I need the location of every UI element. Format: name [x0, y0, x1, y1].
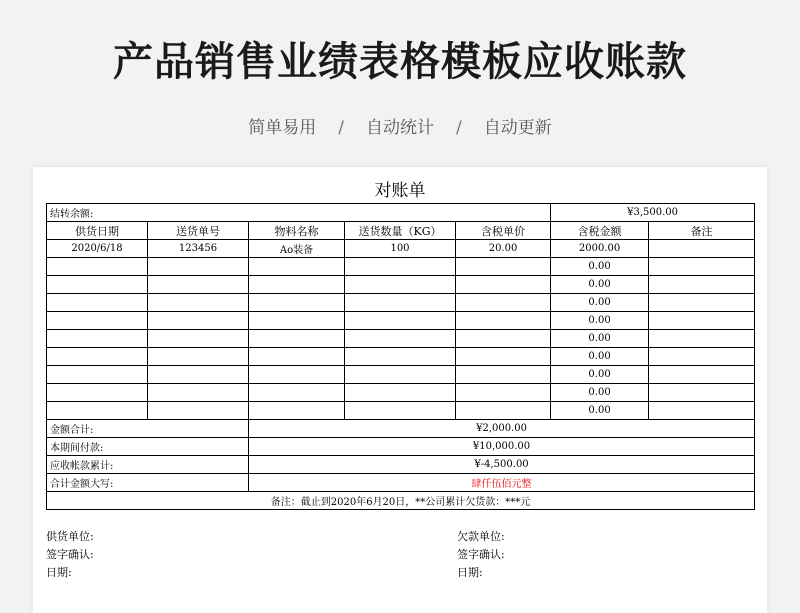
cell-order[interactable] [148, 348, 249, 366]
cell-order[interactable] [148, 276, 249, 294]
cell-date[interactable] [47, 312, 148, 330]
cell-price[interactable] [456, 258, 551, 276]
cell-date[interactable]: 2020/6/18 [47, 240, 148, 258]
col-header[interactable]: 含税单价 [456, 222, 551, 240]
cell-date[interactable] [47, 402, 148, 420]
col-header[interactable]: 含税金额 [551, 222, 649, 240]
cell-order[interactable] [148, 402, 249, 420]
cell-order[interactable]: 123456 [148, 240, 249, 258]
cell-qty[interactable] [345, 294, 456, 312]
cell-amount[interactable]: 0.00 [551, 276, 649, 294]
cell-note[interactable] [649, 384, 755, 402]
cell-price[interactable] [456, 366, 551, 384]
sheet-title: 对账单 [374, 181, 426, 201]
cell-qty[interactable] [345, 312, 456, 330]
cell-material[interactable] [249, 294, 345, 312]
sign-confirm-right: 签字确认: [457, 548, 505, 561]
cell-qty[interactable] [345, 258, 456, 276]
cell-price[interactable] [456, 384, 551, 402]
tag-separator: / [456, 118, 462, 138]
table-row [47, 402, 755, 420]
cell-price[interactable] [456, 402, 551, 420]
summary-row [47, 438, 755, 456]
table-row [47, 366, 755, 384]
cell-amount[interactable]: 0.00 [551, 312, 649, 330]
cell-amount[interactable]: 0.00 [551, 294, 649, 312]
summary-label[interactable]: 应收帐款累计: [47, 456, 249, 474]
table-header [47, 222, 755, 240]
cell-date[interactable] [47, 258, 148, 276]
cell-price[interactable]: 20.00 [456, 240, 551, 258]
tag-auto-stats: 自动统计 [366, 118, 434, 138]
cell-amount[interactable]: 2000.00 [551, 240, 649, 258]
cell-note[interactable] [649, 312, 755, 330]
cell-price[interactable] [456, 312, 551, 330]
cell-qty[interactable] [345, 276, 456, 294]
cell-order[interactable] [148, 312, 249, 330]
cell-note[interactable] [649, 330, 755, 348]
cell-material[interactable] [249, 330, 345, 348]
table-row [47, 330, 755, 348]
cell-date[interactable] [47, 294, 148, 312]
cell-note[interactable] [649, 348, 755, 366]
cell-date[interactable] [47, 348, 148, 366]
cell-qty[interactable] [345, 366, 456, 384]
cell-material[interactable] [249, 348, 345, 366]
summary-value[interactable]: ¥-4,500.00 [249, 456, 755, 474]
col-header[interactable]: 送货单号 [148, 222, 249, 240]
cell-amount[interactable]: 0.00 [551, 366, 649, 384]
cell-order[interactable] [148, 294, 249, 312]
col-header[interactable]: 送货数量（KG） [345, 222, 456, 240]
table-row [47, 384, 755, 402]
supplier-label: 供货单位: [46, 530, 94, 543]
cell-price[interactable] [456, 294, 551, 312]
cell-amount[interactable]: 0.00 [551, 384, 649, 402]
cell-note[interactable] [649, 240, 755, 258]
cell-amount[interactable]: 0.00 [551, 348, 649, 366]
summary-value[interactable]: ¥10,000.00 [249, 438, 755, 456]
summary-row [47, 420, 755, 438]
page-title: 产品销售业绩表格模板应收账款 [113, 39, 687, 85]
table-row [47, 276, 755, 294]
cell-note[interactable] [649, 258, 755, 276]
col-header[interactable]: 物料名称 [249, 222, 345, 240]
cell-material[interactable] [249, 312, 345, 330]
cell-date[interactable] [47, 366, 148, 384]
cell-order[interactable] [148, 330, 249, 348]
summary-value[interactable]: ¥2,000.00 [249, 420, 755, 438]
statement-table [46, 203, 755, 510]
summary-label[interactable]: 金额合计: [47, 420, 249, 438]
cell-qty[interactable] [345, 402, 456, 420]
table-row [47, 294, 755, 312]
col-header[interactable]: 供货日期 [47, 222, 148, 240]
cell-amount[interactable]: 0.00 [551, 258, 649, 276]
cell-date[interactable] [47, 276, 148, 294]
cell-order[interactable] [148, 384, 249, 402]
cell-qty[interactable] [345, 348, 456, 366]
tagline [0, 113, 800, 138]
summary-value[interactable]: 肆仟伍佰元整 [249, 474, 755, 492]
cell-date[interactable] [47, 330, 148, 348]
table-row [47, 258, 755, 276]
cell-note[interactable] [649, 366, 755, 384]
cell-price[interactable] [456, 330, 551, 348]
note-row [47, 492, 755, 510]
statement-note[interactable]: 备注：截止到2020年6月20日，**公司累计欠货款：***元 [47, 492, 755, 510]
cell-note[interactable] [649, 276, 755, 294]
date-left: 日期: [46, 566, 72, 579]
carryover-row [47, 204, 755, 222]
debtor-label: 欠款单位: [457, 530, 505, 543]
cell-material[interactable]: Ao装备 [249, 240, 345, 258]
cell-qty[interactable]: 100 [345, 240, 456, 258]
cell-material[interactable] [249, 366, 345, 384]
cell-note[interactable] [649, 294, 755, 312]
cell-note[interactable] [649, 402, 755, 420]
summary-label[interactable]: 本期间付款: [47, 438, 249, 456]
summary-label[interactable]: 合计金额大写: [47, 474, 249, 492]
cell-date[interactable] [47, 384, 148, 402]
summary-row [47, 474, 755, 492]
table-row [47, 240, 755, 258]
cell-material[interactable] [249, 384, 345, 402]
col-header[interactable]: 备注 [649, 222, 755, 240]
sign-confirm-left: 签字确认: [46, 548, 94, 561]
carryover-value[interactable]: ¥3,500.00 [551, 204, 755, 222]
carryover-label[interactable]: 结转余额: [47, 204, 551, 222]
tag-easy: 简单易用 [248, 118, 317, 138]
statement-sheet [33, 167, 767, 613]
cell-material[interactable] [249, 258, 345, 276]
cell-qty[interactable] [345, 384, 456, 402]
cell-material[interactable] [249, 402, 345, 420]
cell-order[interactable] [148, 258, 249, 276]
cell-material[interactable] [249, 276, 345, 294]
tag-auto-update: 自动更新 [483, 118, 552, 138]
table-row [47, 312, 755, 330]
date-right: 日期: [457, 566, 483, 579]
cell-amount[interactable]: 0.00 [551, 402, 649, 420]
cell-price[interactable] [456, 348, 551, 366]
cell-price[interactable] [456, 276, 551, 294]
summary-row [47, 456, 755, 474]
cell-order[interactable] [148, 366, 249, 384]
cell-qty[interactable] [345, 330, 456, 348]
table-row [47, 348, 755, 366]
tag-separator: / [338, 118, 344, 138]
cell-amount[interactable]: 0.00 [551, 330, 649, 348]
